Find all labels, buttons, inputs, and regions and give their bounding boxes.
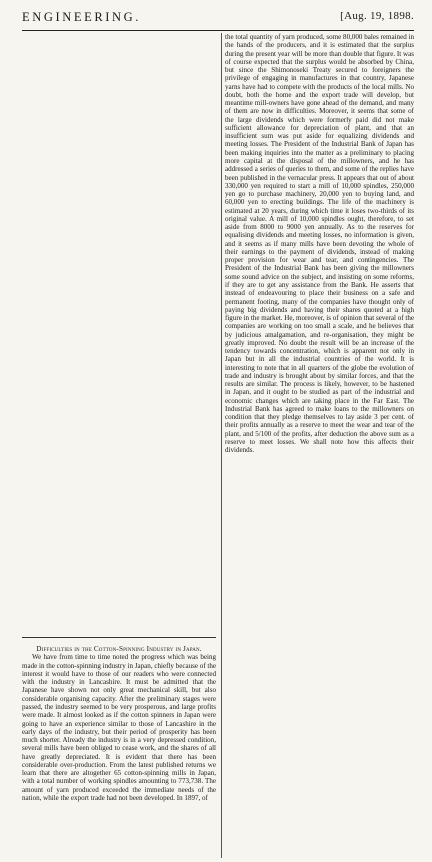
page-header <box>22 10 414 28</box>
right-column <box>225 33 414 858</box>
article-title: Difficulties in the Cotton-Spinning Industry in Japan. <box>36 645 202 653</box>
column-divider <box>221 33 222 858</box>
section-rule <box>22 637 216 638</box>
left-column <box>22 645 216 860</box>
right-column-text: the total quantity of yarn produced, some 80,000 bales remained in the hands of the producers, and it is estimated that the surplus during the present year will be more than double that figure. It was of course expected that the surplus would be absorbed by China, but since the Shimonoseki Treaty secured to foreigners the privilege of engaging in manufactures in that country, Japanese yarns have had to compete with the products of the local mills. No doubt, both the home and the export trade will develop, but meantime mill-owners have gone ahead of the demand, and many of them are now in difficulties. Moreover, it seems that some of the large dividends which were formerly paid did not make sufficient allowance for depreciation of plant, and that an insufficient sum was put aside for equalizing dividends and meeting losses. The President of the Industrial Bank of Japan has been making inquiries into the matter as a preliminary to placing more capital at the disposal of the millowners, and he has addressed a series of queries to them, and some of the replies have been published in the vernacular press. It appears that out of about 330,000 yen required to start a mill of 10,000 spindles, 250,000 yen go to purchase machinery, 20,000 yen to buying land, and 60,000 yen to erecting buildings. The life of the machinery is estimated at 20 years, during which time it loses two-thirds of its original value. A mill of 10,000 spindles ought, therefore, to set aside from 8000 to 9000 yen annually. As to the reserves for equalising dividends and meeting losses, no information is given, and it seems as if many mills have been devoting the whole of their earnings to the payment of dividends, instead of making proper provision for wear and tear, and contingencies. The President of the Industrial Bank has been giving the millowners some sound advice on the subject, and insisting on some reforms, if they are to get any assistance from the Bank. He asserts that instead of endeavouring to place their business on a safe and permanent footing, many of the companies have thought only of paying big dividends and having their shares quoted at a high figure in the market. He, moreover, is of opinion that several of the companies are working on too small a scale, and he believes that by judicious amalgamation, and re-organisation, they might be greatly improved. No doubt the result will be an increase of the tendency towards concentration, which is apparent not only in Japan but in all the industrial countries of the world. It is interesting to note that in all quarters of the globe the evolution of trade and industry is brought about by similar forces, and that the results are similar. The process is likely, however, to be hastened in Japan, and it ought to be studied as part of the industrial and economic changes which are taking place in the Far East. The Industrial Bank has agreed to make loans to the millowners on condition that they pledge themselves to lay aside 3 per cent. of their profits annually as a reserve to meet the wear and tear of the plant, and 5/100 of the profits, after deduction the above sum as a reserve to meet losses. We shall note how this affects their dividends. <box>225 33 414 455</box>
issue-date: [Aug. 19, 1898. <box>340 10 414 22</box>
journal-masthead: ENGINEERING. <box>22 10 142 24</box>
header-rule <box>22 30 414 31</box>
article-body: We have from time to time noted the progress which was being made in the cotton-spinning industry in Japan, chiefly because of the interest it would have to those of our readers who were connected with the industry in Lancashire. It must be admitted that the Japanese have shown not only great mechanical skill, but also considerable organising capacity. After the preliminary stages were passed, the industry seemed to be very prosperous, and large profits were made. It almost looked as if the cotton spinners in Japan were going to have an experience similar to those of Lancashire in the early days of the industry, but their period of prosperity has been much shorter. Already the industry is in a very depressed condition, several mills have been obliged to cease work, and the shares of all have greatly depreciated. It is evident that there has been considerable over-production. From the latest published returns we learn that there are altogether 65 cotton-spinning mills in Japan, with a total number of working spindles amounting to 773,738. The amount of yarn produced exceeded the immediate needs of the nation, while the export trade had not been developed. In 1897, of <box>22 653 216 802</box>
